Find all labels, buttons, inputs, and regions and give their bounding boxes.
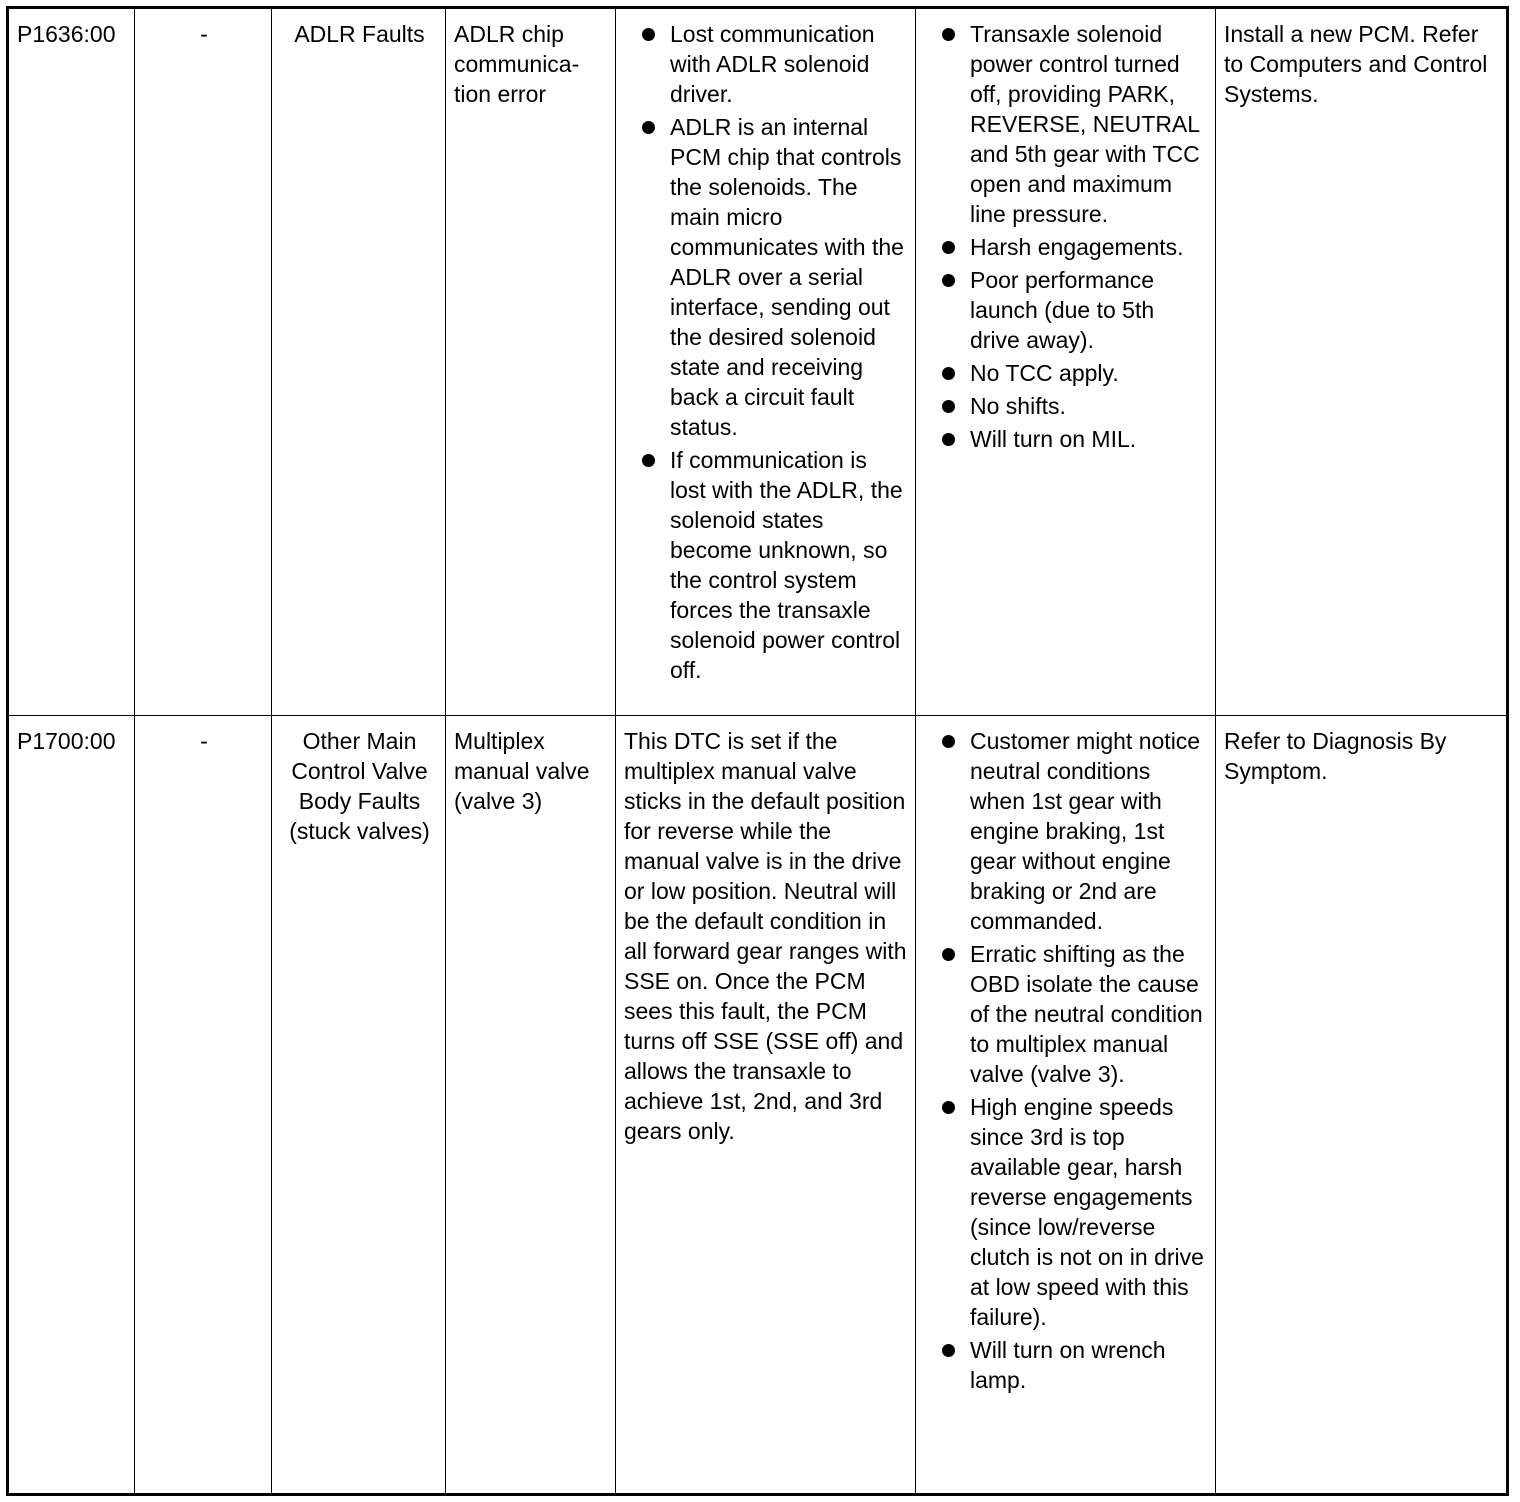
effects-list [940, 19, 1209, 454]
list-item: Erratic shifting as the OBD isolate the cause of the neutral condition to multiplex manual valve (valve 3). [940, 939, 1209, 1089]
list-item: If communication is lost with the ADLR, the solenoid states become unknown, so the control system forces the transaxle solenoid power control off. [640, 445, 909, 685]
list-item: ADLR is an internal PCM chip that controls the solenoids. The main micro communicates with the ADLR over a serial interface, sending out the desired solenoid state and receiving back a circuit fault status. [640, 112, 909, 442]
dtc-code: P1700:00 [8, 716, 135, 1495]
table-row [8, 716, 1508, 1495]
list-item: Harsh engagements. [940, 232, 1209, 262]
bullet-icon [942, 735, 955, 748]
bullet-icon [642, 28, 655, 41]
bullet-icon [942, 1344, 955, 1357]
conditions-cell [616, 8, 916, 716]
bullet-icon [942, 1101, 955, 1114]
fault-description: Multiplex manual valve (valve 3) [446, 716, 616, 1495]
conditions-cell: This DTC is set if the multiplex manual valve sticks in the default position for reverse while the manual valve is in the drive or low position. Neutral will be the default condition in all forward gear ranges with SSE on. Once the PCM sees this fault, the PCM turns off SSE (SSE off) and allows the transaxle to achieve 1st, 2nd, and 3rd gears only. [616, 716, 916, 1495]
bullet-icon [642, 454, 655, 467]
fault-category: ADLR Faults [272, 8, 446, 716]
dtc-table [6, 6, 1509, 1496]
bullet-icon [942, 948, 955, 961]
list-item: No shifts. [940, 391, 1209, 421]
dtc-subcode: - [135, 8, 272, 716]
list-item: Will turn on MIL. [940, 424, 1209, 454]
list-item: No TCC apply. [940, 358, 1209, 388]
dtc-code: P1636:00 [8, 8, 135, 716]
table-row [8, 8, 1508, 716]
list-item: Transaxle solenoid power control turned off, providing PARK, REVERSE, NEUTRAL and 5th gear with TCC open and maximum line pressure. [940, 19, 1209, 229]
effects-cell [916, 716, 1216, 1495]
conditions-list [640, 19, 909, 685]
bullet-icon [642, 121, 655, 134]
list-item: High engine speeds since 3rd is top available gear, harsh reverse engagements (since low/reverse clutch is not on in drive at low speed with this failure). [940, 1092, 1209, 1332]
effects-cell [916, 8, 1216, 716]
bullet-icon [942, 367, 955, 380]
bullet-icon [942, 28, 955, 41]
fault-category: Other Main Control Valve Body Faults (stuck valves) [272, 716, 446, 1495]
dtc-subcode: - [135, 716, 272, 1495]
bullet-icon [942, 241, 955, 254]
effects-list [940, 726, 1209, 1395]
fault-description: ADLR chip communica-tion error [446, 8, 616, 716]
action-cell: Refer to Diagnosis By Symptom. [1216, 716, 1508, 1495]
list-item: Lost communication with ADLR solenoid driver. [640, 19, 909, 109]
list-item: Will turn on wrench lamp. [940, 1335, 1209, 1395]
list-item: Customer might notice neutral conditions when 1st gear with engine braking, 1st gear without engine braking or 2nd are commanded. [940, 726, 1209, 936]
list-item: Poor performance launch (due to 5th drive away). [940, 265, 1209, 355]
bullet-icon [942, 433, 955, 446]
bullet-icon [942, 400, 955, 413]
action-cell: Install a new PCM. Refer to Computers and Control Systems. [1216, 8, 1508, 716]
bullet-icon [942, 274, 955, 287]
